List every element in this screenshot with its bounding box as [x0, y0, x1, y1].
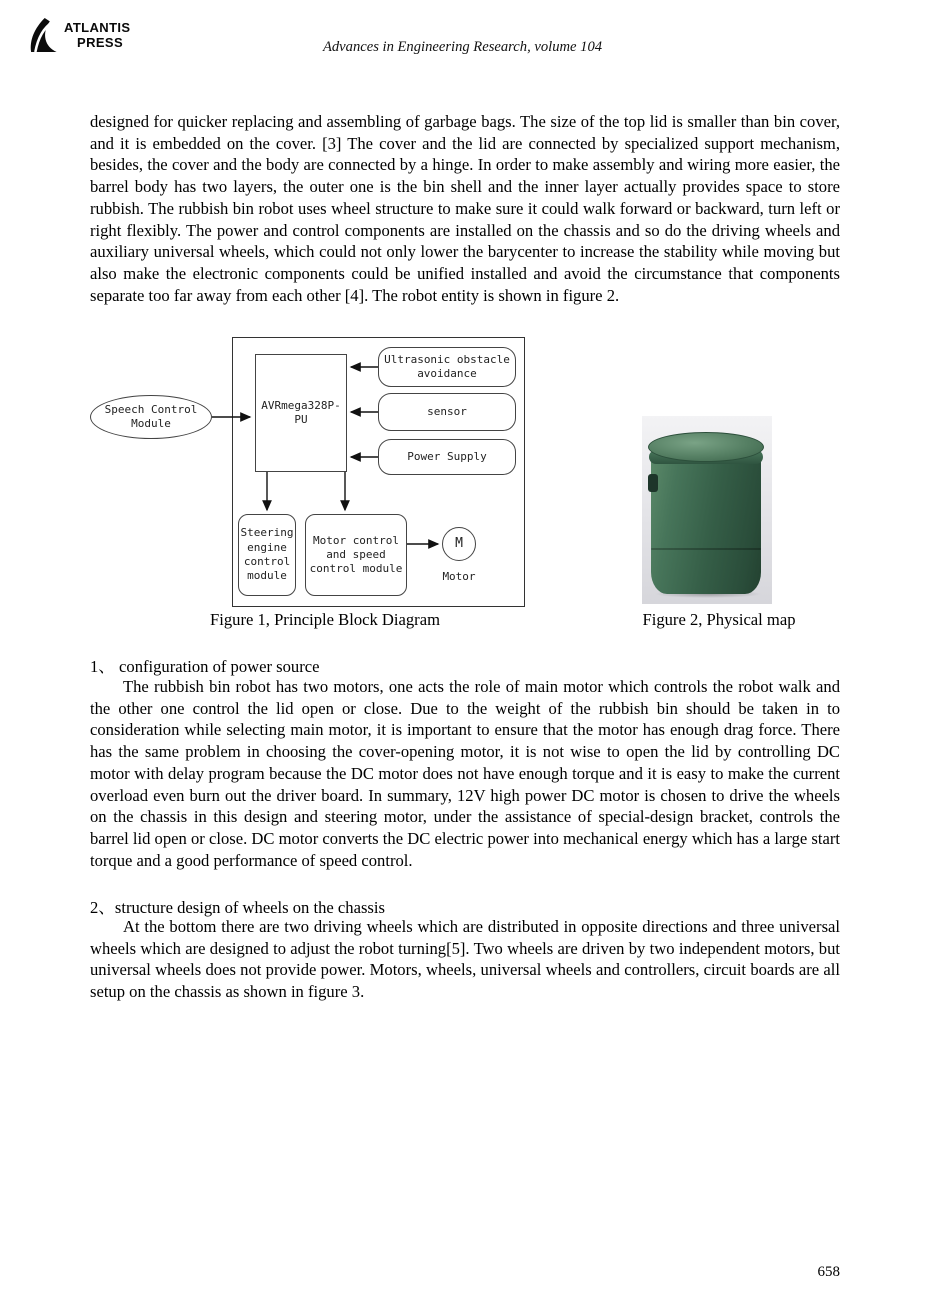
figure2-caption: Figure 2, Physical map [642, 610, 796, 629]
bin-lid [648, 432, 764, 462]
page-number: 658 [817, 1264, 840, 1280]
figure1-block-diagram [90, 337, 530, 609]
diagram-box-sensor: sensor [378, 393, 516, 431]
section1-paragraph: The rubbish bin robot has two motors, one acts the role of main motor which controls the robot walk and the other one control the lid open or close. Due to the weight of the rubbish bin should be taken in to consideration while selecting main motor, it is important to ensure that the motor has enough drag force. There has the same problem in choosing the cover-opening motor, it is not wise to open the lid by controlling DC motor with delay program because the DC motor does not have enough torque and it is easy to make the current overload even burn out the driver board. In summary, 12V high power DC motor is chosen to drive the wheels on the chassis in this design and steering motor, under the assistance of special-design bracket, controls the barrel lid open or close. DC motor converts the DC electric power into mechanical energy which has a large start torque and a good performance of speed control. [90, 677, 840, 870]
diagram-motor-symbol: M [442, 527, 476, 561]
bin-seam [651, 548, 761, 550]
diagram-motor-label: Motor [442, 570, 476, 583]
diagram-box-power-supply: Power Supply [378, 439, 516, 475]
bin-body [651, 446, 761, 594]
diagram-box-motor-control-module: Motor control and speed control module [305, 514, 407, 596]
figure1-caption: Figure 1, Principle Block Diagram [210, 610, 440, 629]
section2-paragraph: At the bottom there are two driving wheels which are distributed in opposite directions and three universal wheels which are designed to adjust the robot turning[5]. Two wheels are driven by two independent motors, but universal wheels does not provide power. Motors, wheels, universal wheels and controllers, circuit boards are all setup on the chassis as shown in figure 3. [90, 917, 840, 1002]
bin-clasp [648, 474, 658, 492]
section2-heading: 2、structure design of wheels on the chassis [90, 898, 385, 917]
logo-line-atlantis: ATLANTIS [64, 20, 131, 35]
diagram-box-ultrasonic-obstacle-avoidance: Ultrasonic obstacle avoidance [378, 347, 516, 387]
figure2-bin-photo [642, 416, 772, 604]
diagram-box-steering-engine-control-module: Steering engine control module [238, 514, 296, 596]
diagram-box-speech-control-module: Speech Control Module [90, 395, 212, 439]
journal-title: Advances in Engineering Research, volume 104 [322, 39, 603, 55]
section1-heading: 1、 configuration of power source [90, 657, 320, 676]
diagram-box-mcu: AVRmega328P-PU [255, 354, 347, 472]
logo-line-press: PRESS [77, 35, 124, 50]
paragraph-intro: designed for quicker replacing and assembling of garbage bags. The size of the top lid is smaller than bin cover, and it is embedded on the cover. [3] The cover and the lid are connected by specialized support mechanism, besides, the cover and the body are connected by a hinge. In order to make assembly and wiring more easier, the barrel body has two layers, the outer one is the bin shell and the inner layer actually provides space to store rubbish. The rubbish bin robot uses wheel structure to make sure it could walk forward or backward, turn left or right flexibly. The power and control components are installed on the chassis and so do the driving wheels and auxiliary universal wheels, which could not only lower the barycenter to increase the stability while moving but also make the electronic components could be unified installed and avoid the circumstance that components separate too far away from each other [4]. The robot entity is shown in figure 2. [90, 112, 840, 305]
